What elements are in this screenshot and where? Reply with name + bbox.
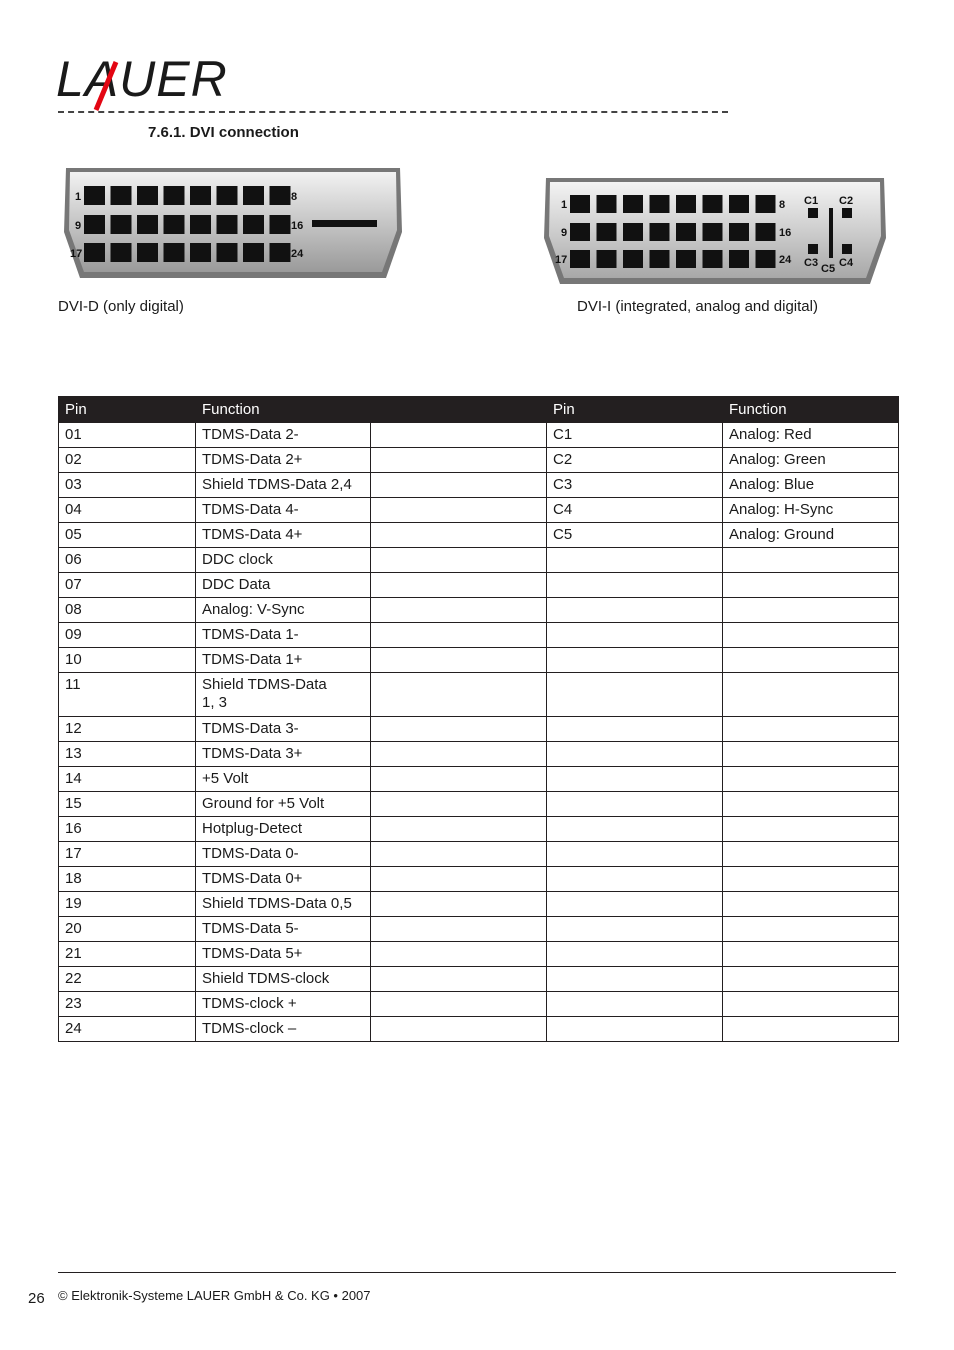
blank-cell [371, 792, 547, 817]
blank-cell [371, 623, 547, 648]
blank-cell [371, 992, 547, 1017]
dvi-i-pin-slot [570, 250, 590, 268]
function-cell: TDMS-Data 3+ [196, 742, 371, 767]
lauer-logo [56, 52, 246, 114]
function-cell-2: Analog: Blue [723, 473, 899, 498]
pin-cell: 05 [59, 523, 196, 548]
blank-cell [371, 673, 547, 717]
dvi-d-pin-slot [217, 215, 238, 234]
dvi-i-label-c2: C2 [839, 195, 854, 207]
blank-cell [371, 1017, 547, 1042]
dvi-d-pin-slot [270, 215, 291, 234]
function-cell-2 [723, 717, 899, 742]
function-cell-2 [723, 1017, 899, 1042]
function-cell: TDMS-Data 5- [196, 917, 371, 942]
pin-cell-2 [547, 673, 723, 717]
function-cell-2: Analog: Green [723, 448, 899, 473]
pin-cell-2 [547, 917, 723, 942]
function-cell: TDMS-Data 0- [196, 842, 371, 867]
pin-cell-2 [547, 967, 723, 992]
function-cell: TDMS-Data 1- [196, 623, 371, 648]
dvi-i-pin-slot [756, 195, 776, 213]
table-row [59, 917, 899, 942]
pin-cell: 11 [59, 673, 196, 717]
pin-cell: 15 [59, 792, 196, 817]
function-cell-2 [723, 598, 899, 623]
dvi-i-pin-slot [729, 223, 749, 241]
table-row [59, 573, 899, 598]
pin-cell: 17 [59, 842, 196, 867]
pin-cell: 10 [59, 648, 196, 673]
function-cell-2 [723, 892, 899, 917]
blank-cell [371, 742, 547, 767]
function-cell: TDMS-Data 0+ [196, 867, 371, 892]
dvi-d-pin-slot [84, 186, 105, 205]
dvi-d-pin-slot [270, 186, 291, 205]
pin-cell-2: C2 [547, 448, 723, 473]
blank-cell [371, 717, 547, 742]
blank-cell [371, 892, 547, 917]
blank-cell [371, 817, 547, 842]
table-row [59, 623, 899, 648]
dvi-d-connector-image [58, 162, 408, 284]
table-row [59, 423, 899, 448]
function-cell: TDMS-Data 2- [196, 423, 371, 448]
table-row [59, 548, 899, 573]
dvi-i-pin-slot [650, 195, 670, 213]
function-cell: DDC clock [196, 548, 371, 573]
pin-cell-2 [547, 767, 723, 792]
dvi-d-pin-slot [270, 243, 291, 262]
dvi-d-pin-slot [137, 243, 158, 262]
dvi-i-c5-blade [829, 208, 833, 258]
function-cell-2 [723, 917, 899, 942]
function-cell: TDMS-Data 1+ [196, 648, 371, 673]
header-blank [371, 397, 547, 423]
logo-text: LAUER [56, 52, 228, 107]
pin-cell: 22 [59, 967, 196, 992]
function-cell-2 [723, 623, 899, 648]
dvi-d-pin-slot [137, 215, 158, 234]
pin-cell-2: C3 [547, 473, 723, 498]
function-cell-2 [723, 648, 899, 673]
function-cell-2 [723, 742, 899, 767]
function-cell-2 [723, 573, 899, 598]
function-cell: TDMS-Data 3- [196, 717, 371, 742]
blank-cell [371, 473, 547, 498]
function-cell-2: Analog: Red [723, 423, 899, 448]
pin-cell-2 [547, 892, 723, 917]
dvi-d-pin-slot [243, 186, 264, 205]
section-title: 7.6.1. DVI connection [148, 124, 299, 141]
dvi-i-pin-slot [570, 195, 590, 213]
dvi-d-caption: DVI-D (only digital) [58, 298, 184, 315]
function-cell-2: Analog: H-Sync [723, 498, 899, 523]
header-dashed-rule [58, 111, 728, 113]
dvi-i-pin-slot [650, 250, 670, 268]
pin-cell-2 [547, 598, 723, 623]
function-cell: TDMS-clock – [196, 1017, 371, 1042]
function-cell-2 [723, 548, 899, 573]
function-cell-2: Analog: Ground [723, 523, 899, 548]
dvi-d-pin-slot [243, 243, 264, 262]
dvi-d-label-8: 8 [291, 191, 298, 203]
dvi-d-label-24: 24 [291, 248, 304, 260]
dvi-i-pin-slot [570, 223, 590, 241]
header-pin-2: Pin [547, 397, 723, 423]
dvi-i-pin-slot [676, 195, 696, 213]
dvi-i-pin-slot [756, 223, 776, 241]
function-cell-2 [723, 967, 899, 992]
table-row [59, 842, 899, 867]
pin-cell-2 [547, 842, 723, 867]
pin-cell-2 [547, 648, 723, 673]
pin-cell-2 [547, 867, 723, 892]
dvi-i-pin-slot [623, 195, 643, 213]
dvi-i-label-c3: C3 [804, 257, 819, 269]
dvi-i-label-16: 16 [779, 227, 792, 239]
pin-cell: 23 [59, 992, 196, 1017]
table-row [59, 648, 899, 673]
blank-cell [371, 548, 547, 573]
table-row [59, 767, 899, 792]
header-pin: Pin [59, 397, 196, 423]
table-row [59, 867, 899, 892]
blank-cell [371, 648, 547, 673]
function-cell: TDMS-Data 4+ [196, 523, 371, 548]
blank-cell [371, 842, 547, 867]
dvi-i-pin-slot [676, 250, 696, 268]
pin-cell: 24 [59, 1017, 196, 1042]
pin-cell-2: C5 [547, 523, 723, 548]
copyright-text: © Elektronik-Systeme LAUER GmbH & Co. KG • 2007 [58, 1288, 371, 1303]
pin-cell: 07 [59, 573, 196, 598]
dvi-d-pin-slot [190, 186, 211, 205]
blank-cell [371, 423, 547, 448]
table-header-row [59, 397, 899, 423]
function-cell: TDMS-Data 4- [196, 498, 371, 523]
dvi-i-caption: DVI-I (integrated, analog and digital) [577, 298, 818, 315]
table-row [59, 817, 899, 842]
table-row [59, 967, 899, 992]
dvi-d-pin-slot [164, 215, 185, 234]
pin-cell: 16 [59, 817, 196, 842]
function-cell: +5 Volt [196, 767, 371, 792]
pin-cell-2 [547, 742, 723, 767]
pin-cell: 21 [59, 942, 196, 967]
function-cell: TDMS-clock + [196, 992, 371, 1017]
table-row [59, 892, 899, 917]
dvi-d-pin-slot [164, 243, 185, 262]
table-row [59, 992, 899, 1017]
dvi-i-label-1: 1 [561, 199, 568, 211]
pin-cell-2 [547, 548, 723, 573]
pin-cell: 13 [59, 742, 196, 767]
header-function: Function [196, 397, 371, 423]
dvi-d-pin-slot [217, 243, 238, 262]
dvi-d-label-16: 16 [291, 220, 304, 232]
dvi-i-pin-slot [729, 195, 749, 213]
pin-cell: 09 [59, 623, 196, 648]
pin-cell-2 [547, 992, 723, 1017]
pin-cell: 14 [59, 767, 196, 792]
pin-cell: 18 [59, 867, 196, 892]
function-cell: Shield TDMS-Data 0,5 [196, 892, 371, 917]
dvi-d-pin-slot [190, 215, 211, 234]
dvi-i-label-c5: C5 [821, 263, 836, 275]
pin-cell: 20 [59, 917, 196, 942]
function-cell: TDMS-Data 2+ [196, 448, 371, 473]
dvi-d-pin-slot [84, 215, 105, 234]
dvi-d-label-17: 17 [70, 248, 83, 260]
pin-cell: 03 [59, 473, 196, 498]
function-cell: Ground for +5 Volt [196, 792, 371, 817]
pin-cell: 04 [59, 498, 196, 523]
dvi-i-pin-slot [650, 223, 670, 241]
pin-cell-2: C1 [547, 423, 723, 448]
dvi-d-pin-slot [84, 243, 105, 262]
dvi-i-pin-slot [597, 223, 617, 241]
dvi-d-pin-slot [164, 186, 185, 205]
table-row [59, 1017, 899, 1042]
pin-cell-2 [547, 792, 723, 817]
dvi-d-pin-slot [111, 215, 132, 234]
function-cell-2 [723, 842, 899, 867]
table-row [59, 742, 899, 767]
dvi-i-pin-slot [703, 195, 723, 213]
header-function-2: Function [723, 397, 899, 423]
blank-cell [371, 867, 547, 892]
dvi-i-label-c4: C4 [839, 257, 854, 269]
table-row [59, 473, 899, 498]
pin-cell: 12 [59, 717, 196, 742]
function-cell-2 [723, 817, 899, 842]
pin-cell-2 [547, 573, 723, 598]
dvi-i-label-8: 8 [779, 199, 786, 211]
blank-cell [371, 967, 547, 992]
dvi-i-c3-slot [808, 244, 818, 254]
dvi-d-label-9: 9 [75, 220, 82, 232]
function-cell: Shield TDMS-Data 1, 3 [196, 673, 371, 717]
dvi-i-label-17: 17 [555, 254, 568, 266]
dvi-pin-table [58, 396, 899, 1042]
dvi-i-c2-slot [842, 208, 852, 218]
function-cell: TDMS-Data 5+ [196, 942, 371, 967]
dvi-d-pin-slot [243, 215, 264, 234]
pin-cell: 01 [59, 423, 196, 448]
footer-rule [58, 1272, 896, 1273]
blank-cell [371, 498, 547, 523]
dvi-i-pin-slot [676, 223, 696, 241]
table-row [59, 942, 899, 967]
dvi-i-pin-slot [703, 223, 723, 241]
dvi-d-label-1: 1 [75, 191, 82, 203]
dvi-i-pin-slot [623, 223, 643, 241]
function-cell: Shield TDMS-clock [196, 967, 371, 992]
function-cell-2 [723, 992, 899, 1017]
dvi-i-c4-slot [842, 244, 852, 254]
dvi-i-connector-image [540, 172, 890, 290]
function-cell: Hotplug-Detect [196, 817, 371, 842]
dvi-i-label-c1: C1 [804, 195, 819, 207]
dvi-d-pin-slot [190, 243, 211, 262]
table-row [59, 673, 899, 717]
dvi-i-pin-slot [623, 250, 643, 268]
pin-cell: 08 [59, 598, 196, 623]
pin-cell-2 [547, 942, 723, 967]
pin-cell-2 [547, 623, 723, 648]
pin-cell: 02 [59, 448, 196, 473]
blank-cell [371, 917, 547, 942]
pin-cell: 06 [59, 548, 196, 573]
dvi-d-pin-slot [111, 186, 132, 205]
dvi-d-pin-slot [137, 186, 158, 205]
page-number: 26 [28, 1290, 45, 1307]
dvi-d-flat-blade [312, 220, 377, 227]
blank-cell [371, 598, 547, 623]
pin-cell-2 [547, 1017, 723, 1042]
blank-cell [371, 523, 547, 548]
dvi-d-pin-slot [217, 186, 238, 205]
function-cell: Shield TDMS-Data 2,4 [196, 473, 371, 498]
dvi-i-pin-slot [729, 250, 749, 268]
function-cell-2 [723, 673, 899, 717]
table-row [59, 523, 899, 548]
dvi-i-pin-slot [756, 250, 776, 268]
blank-cell [371, 448, 547, 473]
function-cell-2 [723, 867, 899, 892]
dvi-i-label-24: 24 [779, 254, 792, 266]
pin-cell-2 [547, 817, 723, 842]
dvi-i-c1-slot [808, 208, 818, 218]
pin-cell-2 [547, 717, 723, 742]
table-row [59, 448, 899, 473]
dvi-i-pin-slot [597, 195, 617, 213]
table-body [59, 423, 899, 1042]
pin-cell: 19 [59, 892, 196, 917]
blank-cell [371, 942, 547, 967]
dvi-i-pin-slot [703, 250, 723, 268]
function-cell: DDC Data [196, 573, 371, 598]
dvi-i-label-9: 9 [561, 227, 568, 239]
table-row [59, 792, 899, 817]
function-cell: Analog: V-Sync [196, 598, 371, 623]
function-cell-2 [723, 767, 899, 792]
dvi-i-pin-slot [597, 250, 617, 268]
table-row [59, 598, 899, 623]
table-row [59, 717, 899, 742]
pin-cell-2: C4 [547, 498, 723, 523]
blank-cell [371, 573, 547, 598]
blank-cell [371, 767, 547, 792]
function-cell-2 [723, 942, 899, 967]
function-cell-2 [723, 792, 899, 817]
table-row [59, 498, 899, 523]
dvi-d-pin-slot [111, 243, 132, 262]
